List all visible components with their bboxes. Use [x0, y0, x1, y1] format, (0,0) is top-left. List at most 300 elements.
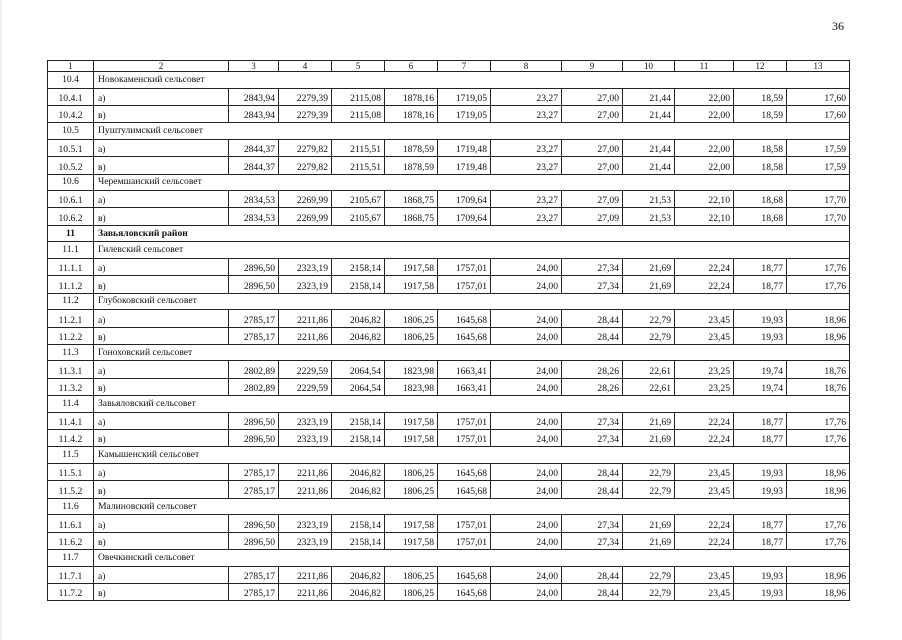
- value-cell: 2896,50: [229, 276, 279, 293]
- table-row: [48, 378, 850, 395]
- row-label: а): [94, 258, 229, 275]
- value-cell: 19,93: [734, 566, 787, 583]
- value-cell: 2785,17: [229, 583, 279, 600]
- value-cell: 23,45: [675, 463, 734, 480]
- row-label: а): [94, 566, 229, 583]
- value-cell: 22,79: [623, 481, 675, 498]
- value-cell: 2323,19: [279, 430, 332, 447]
- value-cell: 2269,99: [279, 191, 332, 208]
- value-cell: 23,27: [491, 88, 562, 105]
- value-cell: 18,96: [787, 310, 850, 327]
- value-cell: 1709,64: [438, 208, 491, 225]
- value-cell: 2211,86: [279, 463, 332, 480]
- value-cell: 24,00: [491, 515, 562, 532]
- row-label: в): [94, 105, 229, 122]
- row-code: 11.5: [48, 447, 94, 464]
- column-header: 13: [787, 61, 850, 72]
- value-cell: 22,24: [675, 258, 734, 275]
- row-code: 11.3.2: [48, 378, 94, 395]
- row-label: в): [94, 532, 229, 549]
- region-row: [48, 225, 850, 242]
- table-row: [48, 430, 850, 447]
- value-cell: 17,59: [787, 157, 850, 174]
- row-label: а): [94, 88, 229, 105]
- value-cell: 18,59: [734, 88, 787, 105]
- value-cell: 1823,98: [385, 378, 438, 395]
- value-cell: 1806,25: [385, 583, 438, 600]
- value-cell: 2115,08: [332, 88, 385, 105]
- value-cell: 1868,75: [385, 191, 438, 208]
- value-cell: 1663,41: [438, 361, 491, 378]
- row-label: в): [94, 327, 229, 344]
- value-cell: 1917,58: [385, 515, 438, 532]
- value-cell: 2211,86: [279, 310, 332, 327]
- value-cell: 2115,08: [332, 105, 385, 122]
- column-header: 6: [385, 61, 438, 72]
- table-row: [48, 105, 850, 122]
- value-cell: 17,76: [787, 515, 850, 532]
- value-cell: 2323,19: [279, 258, 332, 275]
- value-cell: 18,96: [787, 583, 850, 600]
- value-cell: 2105,67: [332, 208, 385, 225]
- row-code: 10.4.1: [48, 88, 94, 105]
- row-code: 11.7: [48, 550, 94, 567]
- value-cell: 22,00: [675, 88, 734, 105]
- value-cell: 21,53: [623, 208, 675, 225]
- value-cell: 1645,68: [438, 327, 491, 344]
- value-cell: 24,00: [491, 310, 562, 327]
- value-cell: 17,76: [787, 276, 850, 293]
- value-cell: 1806,25: [385, 310, 438, 327]
- value-cell: 24,00: [491, 583, 562, 600]
- table-row: [48, 191, 850, 208]
- row-label: а): [94, 361, 229, 378]
- value-cell: 1917,58: [385, 412, 438, 429]
- value-cell: 27,34: [562, 430, 623, 447]
- value-cell: 2802,89: [229, 378, 279, 395]
- value-cell: 21,44: [623, 88, 675, 105]
- row-code: 11.6: [48, 498, 94, 515]
- settlement-name: Гоноховский сельсовет: [94, 344, 850, 361]
- value-cell: 22,10: [675, 191, 734, 208]
- settlement-name: Камышенский сельсовет: [94, 447, 850, 464]
- group-row: [48, 242, 850, 259]
- value-cell: 1645,68: [438, 481, 491, 498]
- value-cell: 23,45: [675, 481, 734, 498]
- value-cell: 19,74: [734, 361, 787, 378]
- value-cell: 2269,99: [279, 208, 332, 225]
- value-cell: 21,69: [623, 412, 675, 429]
- table-row: [48, 583, 850, 600]
- table-row: [48, 412, 850, 429]
- value-cell: 27,09: [562, 208, 623, 225]
- value-cell: 1917,58: [385, 430, 438, 447]
- row-label: а): [94, 139, 229, 156]
- row-label: в): [94, 430, 229, 447]
- value-cell: 22,24: [675, 430, 734, 447]
- table-row: [48, 208, 850, 225]
- scan-edge: [0, 0, 2, 640]
- group-row: [48, 447, 850, 464]
- value-cell: 17,70: [787, 208, 850, 225]
- value-cell: 24,00: [491, 276, 562, 293]
- value-cell: 1645,68: [438, 463, 491, 480]
- value-cell: 2785,17: [229, 463, 279, 480]
- row-label: в): [94, 583, 229, 600]
- value-cell: 22,79: [623, 583, 675, 600]
- value-cell: 28,44: [562, 583, 623, 600]
- settlement-name: Малиновский сельсовет: [94, 498, 850, 515]
- value-cell: 1757,01: [438, 276, 491, 293]
- row-code: 11.3: [48, 344, 94, 361]
- value-cell: 2229,59: [279, 361, 332, 378]
- row-code: 10.5.1: [48, 139, 94, 156]
- value-cell: 23,25: [675, 361, 734, 378]
- value-cell: 1878,59: [385, 139, 438, 156]
- row-label: а): [94, 515, 229, 532]
- value-cell: 2158,14: [332, 430, 385, 447]
- value-cell: 17,60: [787, 88, 850, 105]
- column-header: 1: [48, 61, 94, 72]
- value-cell: 2046,82: [332, 566, 385, 583]
- table-row: [48, 310, 850, 327]
- value-cell: 18,68: [734, 208, 787, 225]
- value-cell: 2211,86: [279, 583, 332, 600]
- value-cell: 19,74: [734, 378, 787, 395]
- value-cell: 1878,59: [385, 157, 438, 174]
- row-code: 11.7.1: [48, 566, 94, 583]
- value-cell: 2115,51: [332, 139, 385, 156]
- value-cell: 22,00: [675, 105, 734, 122]
- row-code: 11.1.1: [48, 258, 94, 275]
- value-cell: 23,45: [675, 327, 734, 344]
- value-cell: 22,61: [623, 378, 675, 395]
- value-cell: 1709,64: [438, 191, 491, 208]
- value-cell: 2844,37: [229, 139, 279, 156]
- value-cell: 18,77: [734, 532, 787, 549]
- value-cell: 2785,17: [229, 310, 279, 327]
- value-cell: 1806,25: [385, 327, 438, 344]
- row-code: 11.2.2: [48, 327, 94, 344]
- row-code: 11.4.2: [48, 430, 94, 447]
- value-cell: 27,34: [562, 532, 623, 549]
- table-row: [48, 361, 850, 378]
- row-label: а): [94, 412, 229, 429]
- row-label: в): [94, 208, 229, 225]
- value-cell: 27,34: [562, 258, 623, 275]
- group-row: [48, 123, 850, 140]
- table-row: [48, 515, 850, 532]
- row-code: 10.5.2: [48, 157, 94, 174]
- value-cell: 23,27: [491, 105, 562, 122]
- settlement-name: Завьяловский сельсовет: [94, 396, 850, 413]
- row-label: в): [94, 378, 229, 395]
- value-cell: 2064,54: [332, 361, 385, 378]
- row-code: 11.6.2: [48, 532, 94, 549]
- value-cell: 1868,75: [385, 208, 438, 225]
- value-cell: 18,77: [734, 276, 787, 293]
- table-body: [48, 61, 850, 601]
- row-code: 10.4.2: [48, 105, 94, 122]
- header-row: [48, 61, 850, 72]
- value-cell: 21,44: [623, 139, 675, 156]
- row-label: а): [94, 463, 229, 480]
- value-cell: 2158,14: [332, 412, 385, 429]
- table-row: [48, 327, 850, 344]
- value-cell: 18,96: [787, 481, 850, 498]
- value-cell: 18,58: [734, 139, 787, 156]
- value-cell: 2158,14: [332, 532, 385, 549]
- row-code: 10.6.1: [48, 191, 94, 208]
- value-cell: 22,79: [623, 463, 675, 480]
- value-cell: 18,77: [734, 258, 787, 275]
- value-cell: 2046,82: [332, 327, 385, 344]
- value-cell: 22,79: [623, 310, 675, 327]
- value-cell: 17,76: [787, 412, 850, 429]
- settlement-name: Глубоковский сельсовет: [94, 293, 850, 310]
- value-cell: 2896,50: [229, 532, 279, 549]
- group-row: [48, 174, 850, 191]
- value-cell: 23,25: [675, 378, 734, 395]
- value-cell: 2785,17: [229, 566, 279, 583]
- value-cell: 1917,58: [385, 258, 438, 275]
- value-cell: 18,96: [787, 463, 850, 480]
- value-cell: 24,00: [491, 532, 562, 549]
- row-code: 11.1: [48, 242, 94, 259]
- value-cell: 22,00: [675, 139, 734, 156]
- table-row: [48, 157, 850, 174]
- table-row: [48, 88, 850, 105]
- row-label: а): [94, 310, 229, 327]
- region-name: Завьяловский район: [94, 225, 850, 242]
- value-cell: 21,69: [623, 515, 675, 532]
- value-cell: 28,44: [562, 327, 623, 344]
- value-cell: 19,93: [734, 583, 787, 600]
- group-row: [48, 344, 850, 361]
- group-row: [48, 396, 850, 413]
- row-code: 10.4: [48, 72, 94, 89]
- value-cell: 2323,19: [279, 532, 332, 549]
- value-cell: 1645,68: [438, 566, 491, 583]
- value-cell: 1719,05: [438, 88, 491, 105]
- settlement-name: Гилевский сельсовет: [94, 242, 850, 259]
- value-cell: 1663,41: [438, 378, 491, 395]
- value-cell: 22,24: [675, 515, 734, 532]
- value-cell: 2279,82: [279, 139, 332, 156]
- value-cell: 19,93: [734, 310, 787, 327]
- row-code: 10.5: [48, 123, 94, 140]
- value-cell: 1806,25: [385, 566, 438, 583]
- column-header: 5: [332, 61, 385, 72]
- value-cell: 1806,25: [385, 481, 438, 498]
- value-cell: 18,96: [787, 566, 850, 583]
- tariff-table: [47, 60, 850, 601]
- value-cell: 1757,01: [438, 258, 491, 275]
- value-cell: 21,44: [623, 157, 675, 174]
- value-cell: 24,00: [491, 566, 562, 583]
- page-number: 36: [832, 19, 844, 33]
- value-cell: 19,93: [734, 463, 787, 480]
- value-cell: 2834,53: [229, 191, 279, 208]
- column-header: 9: [562, 61, 623, 72]
- row-code: 11.4: [48, 396, 94, 413]
- value-cell: 2785,17: [229, 481, 279, 498]
- value-cell: 22,61: [623, 361, 675, 378]
- value-cell: 1757,01: [438, 515, 491, 532]
- value-cell: 18,96: [787, 327, 850, 344]
- group-row: [48, 293, 850, 310]
- value-cell: 2211,86: [279, 481, 332, 498]
- value-cell: 21,69: [623, 258, 675, 275]
- value-cell: 2896,50: [229, 258, 279, 275]
- table-row: [48, 566, 850, 583]
- value-cell: 22,10: [675, 208, 734, 225]
- row-code: 11.1.2: [48, 276, 94, 293]
- value-cell: 2229,59: [279, 378, 332, 395]
- value-cell: 1719,05: [438, 105, 491, 122]
- row-code: 11.4.1: [48, 412, 94, 429]
- value-cell: 23,27: [491, 208, 562, 225]
- value-cell: 18,59: [734, 105, 787, 122]
- value-cell: 27,34: [562, 276, 623, 293]
- value-cell: 2115,51: [332, 157, 385, 174]
- column-header: 11: [675, 61, 734, 72]
- value-cell: 23,45: [675, 310, 734, 327]
- value-cell: 17,60: [787, 105, 850, 122]
- value-cell: 2279,82: [279, 157, 332, 174]
- value-cell: 1917,58: [385, 532, 438, 549]
- value-cell: 2279,39: [279, 88, 332, 105]
- value-cell: 28,44: [562, 310, 623, 327]
- value-cell: 1645,68: [438, 583, 491, 600]
- value-cell: 19,93: [734, 481, 787, 498]
- value-cell: 27,00: [562, 157, 623, 174]
- value-cell: 2896,50: [229, 515, 279, 532]
- value-cell: 22,24: [675, 276, 734, 293]
- row-code: 11.2: [48, 293, 94, 310]
- row-code: 11.2.1: [48, 310, 94, 327]
- value-cell: 1878,16: [385, 105, 438, 122]
- table-row: [48, 139, 850, 156]
- row-label: в): [94, 276, 229, 293]
- value-cell: 2211,86: [279, 566, 332, 583]
- value-cell: 2896,50: [229, 412, 279, 429]
- row-code: 11.7.2: [48, 583, 94, 600]
- value-cell: 2834,53: [229, 208, 279, 225]
- value-cell: 24,00: [491, 481, 562, 498]
- table-row: [48, 463, 850, 480]
- value-cell: 1757,01: [438, 532, 491, 549]
- value-cell: 2158,14: [332, 515, 385, 532]
- value-cell: 24,00: [491, 258, 562, 275]
- value-cell: 21,44: [623, 105, 675, 122]
- value-cell: 2046,82: [332, 310, 385, 327]
- row-code: 11.3.1: [48, 361, 94, 378]
- settlement-name: Овечкинский сельсовет: [94, 550, 850, 567]
- value-cell: 18,77: [734, 412, 787, 429]
- settlement-name: Черемшанский сельсовет: [94, 174, 850, 191]
- value-cell: 27,00: [562, 88, 623, 105]
- column-header: 4: [279, 61, 332, 72]
- value-cell: 17,76: [787, 532, 850, 549]
- value-cell: 24,00: [491, 378, 562, 395]
- column-header: 10: [623, 61, 675, 72]
- table-row: [48, 258, 850, 275]
- value-cell: 1806,25: [385, 463, 438, 480]
- group-row: [48, 72, 850, 89]
- settlement-name: Пуштулимский сельсовет: [94, 123, 850, 140]
- value-cell: 23,27: [491, 139, 562, 156]
- value-cell: 22,24: [675, 412, 734, 429]
- value-cell: 23,45: [675, 583, 734, 600]
- row-code: 10.6.2: [48, 208, 94, 225]
- value-cell: 19,93: [734, 327, 787, 344]
- value-cell: 2046,82: [332, 481, 385, 498]
- row-code: 11: [48, 225, 94, 242]
- value-cell: 2158,14: [332, 276, 385, 293]
- value-cell: 1719,48: [438, 157, 491, 174]
- value-cell: 2211,86: [279, 327, 332, 344]
- value-cell: 21,69: [623, 430, 675, 447]
- value-cell: 22,24: [675, 532, 734, 549]
- value-cell: 27,34: [562, 412, 623, 429]
- value-cell: 21,53: [623, 191, 675, 208]
- value-cell: 27,34: [562, 515, 623, 532]
- value-cell: 24,00: [491, 430, 562, 447]
- value-cell: 28,44: [562, 463, 623, 480]
- value-cell: 1823,98: [385, 361, 438, 378]
- value-cell: 18,76: [787, 361, 850, 378]
- value-cell: 2323,19: [279, 412, 332, 429]
- value-cell: 1917,58: [385, 276, 438, 293]
- value-cell: 2843,94: [229, 105, 279, 122]
- value-cell: 2785,17: [229, 327, 279, 344]
- column-header: 2: [94, 61, 229, 72]
- value-cell: 18,58: [734, 157, 787, 174]
- value-cell: 18,77: [734, 430, 787, 447]
- value-cell: 2279,39: [279, 105, 332, 122]
- row-label: в): [94, 157, 229, 174]
- value-cell: 22,79: [623, 327, 675, 344]
- row-label: а): [94, 191, 229, 208]
- settlement-name: Новокаменский сельсовет: [94, 72, 850, 89]
- row-code: 10.6: [48, 174, 94, 191]
- column-header: 12: [734, 61, 787, 72]
- value-cell: 1757,01: [438, 412, 491, 429]
- value-cell: 21,69: [623, 276, 675, 293]
- value-cell: 22,00: [675, 157, 734, 174]
- value-cell: 24,00: [491, 412, 562, 429]
- value-cell: 17,59: [787, 139, 850, 156]
- value-cell: 27,00: [562, 139, 623, 156]
- value-cell: 28,44: [562, 481, 623, 498]
- value-cell: 23,27: [491, 191, 562, 208]
- value-cell: 24,00: [491, 361, 562, 378]
- value-cell: 2323,19: [279, 515, 332, 532]
- table-row: [48, 532, 850, 549]
- value-cell: 1645,68: [438, 310, 491, 327]
- value-cell: 28,44: [562, 566, 623, 583]
- value-cell: 27,00: [562, 105, 623, 122]
- value-cell: 2064,54: [332, 378, 385, 395]
- value-cell: 2843,94: [229, 88, 279, 105]
- value-cell: 27,09: [562, 191, 623, 208]
- value-cell: 18,76: [787, 378, 850, 395]
- value-cell: 17,76: [787, 430, 850, 447]
- row-code: 11.5.2: [48, 481, 94, 498]
- group-row: [48, 550, 850, 567]
- value-cell: 2105,67: [332, 191, 385, 208]
